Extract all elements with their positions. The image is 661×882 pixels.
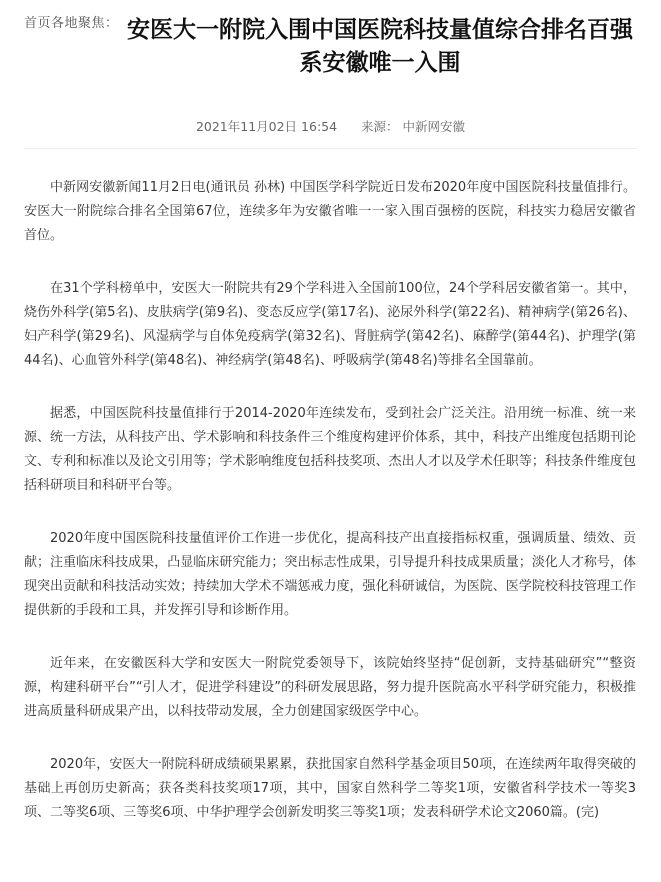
breadcrumb[interactable]: 首页各地聚焦： <box>24 16 119 31</box>
source-name: 中新网安徽 <box>402 119 466 134</box>
paragraph: 中新网安徽新闻11月2日电(通讯员 孙林) 中国医学科学院近日发布2020年度中国医院科技量值排行。安医大一附院综合排名全国第67位，连续多年为安徽省唯一一家入围百强榜的医院，科技实力稳居安徽省首位。 <box>24 180 636 243</box>
publish-date: 2021年11月02日 16:54 <box>195 119 338 134</box>
article-title: 安医大一附院入围中国医院科技量值综合排名百强 系安徽唯一入围 <box>127 17 633 76</box>
article-meta <box>0 117 661 135</box>
article-body <box>24 176 636 854</box>
paragraph: 近年来，在安徽医科大学和安医大一附院党委领导下，该院始终坚持“促创新，支持基础研究”“整资源，构建科研平台”“引人才，促进学科建设”的科研发展思路，努力提升医院高水平科学研究能力，积极推进高质量科研成果产出，以科技带动发展，全力创建国家级医学中心。 <box>24 656 636 719</box>
source-label: 来源： <box>361 119 399 134</box>
paragraph: 在31个学科榜单中，安医大一附院共有29个学科进入全国前100位，24个学科居安徽省第一。其中，烧伤外科学(第5名)、皮肤病学(第9名)、变态反应学(第17名)、泌尿外科学(第22名)、精神病学(第26名)、妇产科学(第29名)、风湿病学与自体免疫病学(第32名)、肾脏病学(第42名)、麻醉学(第44名)、护理学(第44名)、心血管外科学(第48名)、神经病学(第48名)、呼吸病学(第48名)等排名全国靠前。 <box>24 281 636 368</box>
paragraph: 据悉，中国医院科技量值排行于2014-2020年连续发布，受到社会广泛关注。沿用统一标准、统一来源、统一方法，从科技产出、学术影响和科技条件三个维度构建评价体系，其中，科技产出维度包括期刊论文、专利和标准以及论文引用等；学术影响维度包括科技奖项、杰出人才以及学术任职等；科技条件维度包括科研项目和科研平台等。 <box>24 406 636 493</box>
paragraph: 2020年，安医大一附院科研成绩硕果累累，获批国家自然科学基金项目50项，在连续两年取得突破的基础上再创历史新高；获各类科技奖项17项，其中，国家自然科学二等奖1项，安徽省科学技术一等奖3项、二等奖6项、三等奖6项、中华护理学会创新发明奖三等奖1项；发表科研学术论文2060篇。(完) <box>24 757 636 820</box>
meta-divider <box>24 148 637 149</box>
paragraph: 2020年度中国医院科技量值评价工作进一步优化，提高科技产出直接指标权重，强调质量、绩效、贡献；注重临床科技成果，凸显临床研究能力；突出标志性成果，引导提升科技成果质量；淡化人才称号，体现突出贡献和科技活动实效；持续加大学术不端惩戒力度，强化科研诚信，为医院、医学院校科技管理工作提供新的手段和工具，并发挥引导和诊断作用。 <box>24 531 636 618</box>
